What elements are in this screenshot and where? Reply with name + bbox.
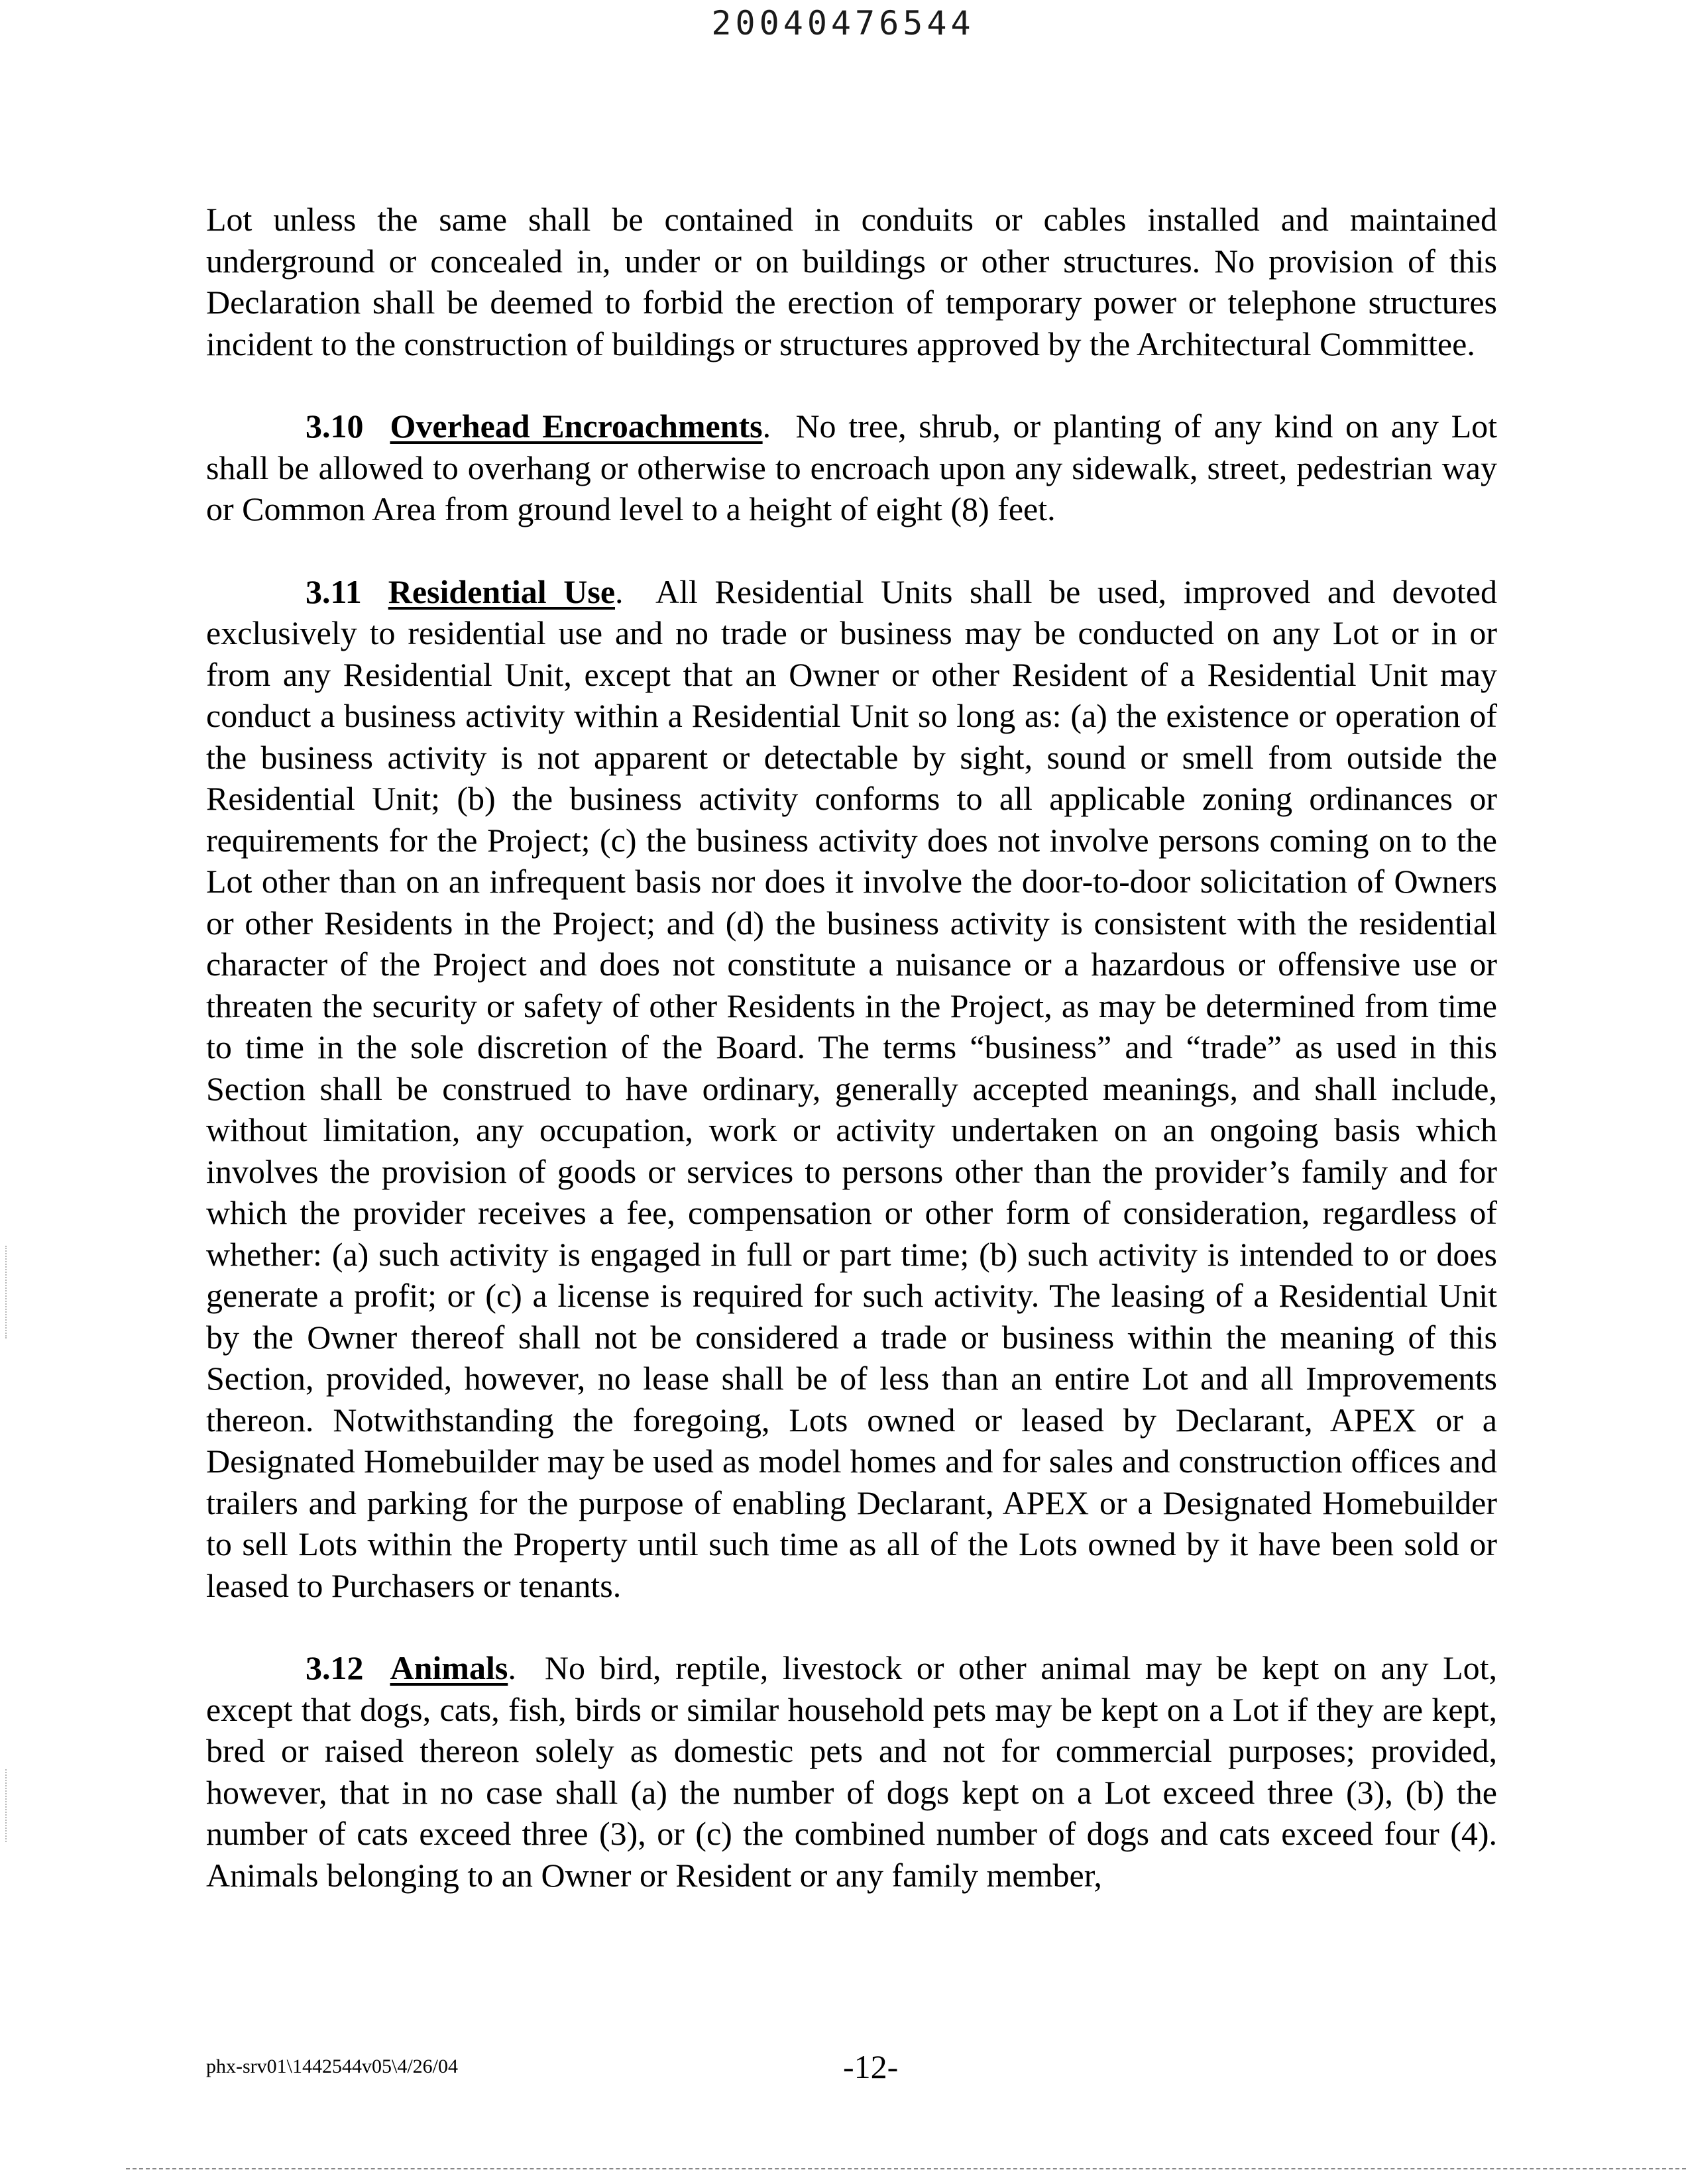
document-body xyxy=(206,199,1497,1937)
continued-paragraph: Lot unless the same shall be contained in conduits or cables installed and maintained underground or concealed in, under or on buildings or other structures. No provision of this Declaration shall be deemed to forbid the erection of temporary power or telephone structures incident to the construction of buildings or structures approved by the Architectural Committee. xyxy=(206,201,1497,362)
section-number: 3.12 xyxy=(306,1649,364,1686)
footer-file-id: phx-srv01\1442544v05\4/26/04 xyxy=(206,2055,458,2077)
section-text: No bird, reptile, livestock or other animal may be kept on any Lot, except that dogs, cats, fish, birds or similar household pets may be kept on a Lot if they are kept, bred or raised thereon solely as domestic pets and not for commercial purposes; provided, however, that in no case shall (a) the number of dogs kept on a Lot exceed three (3), (b) the number of cats exceed three (3), or (c) the combined number of dogs and cats exceed four (4). Animals belonging to an Owner or Resident or any family member, xyxy=(206,1649,1498,1894)
scan-edge-marks-upper xyxy=(5,1246,11,1338)
section-3-10 xyxy=(206,406,1497,530)
section-title: Overhead Encroachments xyxy=(390,408,763,445)
section-number: 3.10 xyxy=(306,408,364,445)
document-number: 20040476544 xyxy=(711,4,975,42)
title-period: . xyxy=(508,1649,516,1686)
title-period: . xyxy=(762,408,771,445)
section-3-11 xyxy=(206,571,1497,1607)
section-title: Residential Use xyxy=(388,573,616,610)
section-3-12 xyxy=(206,1647,1497,1896)
scan-bottom-line xyxy=(126,2168,1686,2169)
section-number: 3.11 xyxy=(306,573,362,610)
title-period: . xyxy=(615,573,624,610)
page-number: -12- xyxy=(843,2048,899,2085)
scan-edge-marks-lower xyxy=(5,1769,11,1842)
section-title: Animals xyxy=(390,1649,508,1686)
section-text: No tree, shrub, or planting of any kind on any Lot shall be allowed to overhang or otherwise to encroach upon any sidewalk, street, pedestrian way or Common Area from ground level to a height of eight (8) feet. xyxy=(206,408,1498,527)
section-text: All Residential Units shall be used, improved and devoted exclusively to residential use and no trade or business may be conducted on any Lot or in or from any Residential Unit, except that an Owner or other Resident of a Residential Unit may conduct a business activity within a Residential Unit so long as: (a) the existence or operation of the business activity is not apparent or detectable by sight, sound or smell from outside the Residential Unit; (b) the business activity conforms to all applicable zoning ordinances or requirements for the Project; (c) the business activity does not involve persons coming on to the Lot other than on an infrequent basis nor does it involve the door-to-door solicitation of Owners or other Residents in the Project; and (d) the business activity is consistent with the residential character of the Project and does not constitute a nuisance or a hazardous or offensive use or threaten the security or safety of other Residents in the Project, as may be determined from time to time in the sole discretion of the Board. The terms “business” and “trade” as used in this Section shall be construed to have ordinary, generally accepted meanings, and shall include, without limitation, any occupation, work or activity undertaken on an ongoing basis which involves the provision of goods or services to persons other than the provider’s family and for which the provider receives a fee, compensation or other form of consideration, regardless of whether: (a) such activity is engaged in full or part time; (b) such activity is intended to or does generate a profit; or (c) a license is required for such activity. The leasing of a Residential Unit by the Owner thereof shall not be considered a trade or business within the meaning of this Section, provided, however, no lease shall be of less than an entire Lot and all Improvements thereon. Notwithstanding the foregoing, Lots owned or leased by Declarant, APEX or a Designated Homebuilder may be used as model homes and for sales and construction offices and trailers and parking for the purpose of enabling Declarant, APEX or a Designated Homebuilder to sell Lots within the Property until such time as all of the Lots owned by it have been sold or leased to Purchasers or tenants. xyxy=(206,573,1497,1604)
